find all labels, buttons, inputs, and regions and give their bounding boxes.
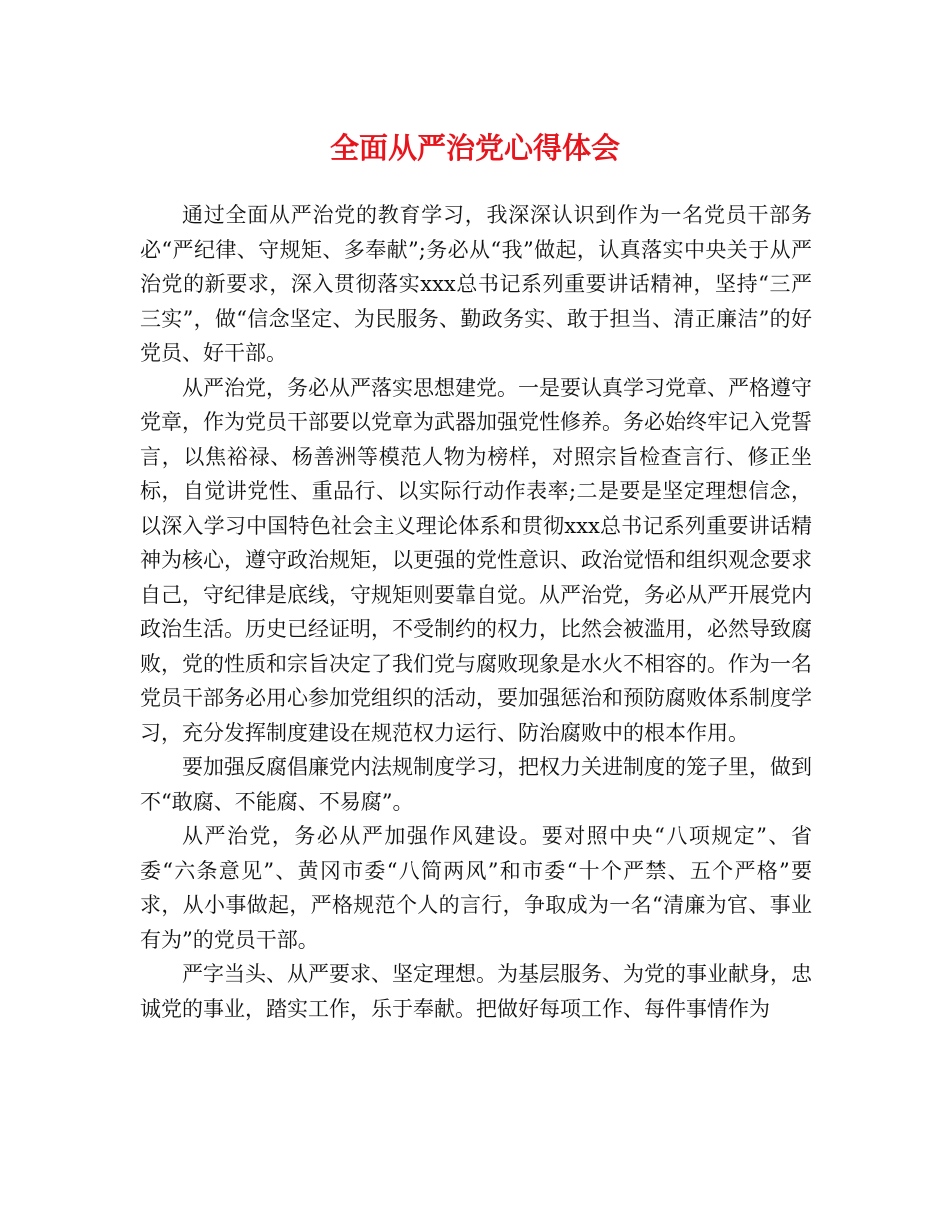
paragraph-5: 严字当头、从严要求、坚定理想。为基层服务、为党的事业献身，忠诚党的事业，踏实工作，乐于奉献。把做好每项工作、每件事情作为 [140,962,812,1021]
paragraph-1: 通过全面从严治党的教育学习，我深深认识到作为一名党员干部务必“严纪律、守规矩、多奉献”;务必从“我”做起，认真落实中央关于从严治党的新要求，深入贯彻落实xxx总书记系列重要讲话精神，坚持“三严三实”，做“信念坚定、为民服务、勤政务实、敢于担当、清正廉洁”的好党员、好干部。 [140,203,812,365]
document-body [140,198,812,1026]
paragraph-4: 从严治党，务必从严加强作风建设。要对照中央“八项规定”、省委“六条意见”、黄冈市委“八简两风”和市委“十个严禁、五个严格”要求，从小事做起，严格规范个人的言行，争取成为一名“清廉为官、事业有为”的党员干部。 [140,824,812,952]
document-title: 全面从严治党心得体会 [329,131,620,165]
paragraph-2: 从严治党，务必从严落实思想建党。一是要认真学习党章、严格遵守党章，作为党员干部要以党章为武器加强党性修养。务必始终牢记入党誓言，以焦裕禄、杨善洲等模范人物为榜样，对照宗旨检查言行、修正坐标，自觉讲党性、重品行、以实际行动作表率;二是要是坚定理想信念，以深入学习中国特色社会主义理论体系和贯彻xxx总书记系列重要讲话精神为核心，遵守政治规矩，以更强的党性意识、政治觉悟和组织观念要求自己，守纪律是底线，守规矩则要靠自觉。从严治党，务必从严开展党内政治生活。历史已经证明，不受制约的权力，比然会被滥用，必然导致腐败，党的性质和宗旨决定了我们党与腐败现象是水火不相容的。作为一名党员干部务必用心参加党组织的活动，要加强惩治和预防腐败体系制度学习，充分发挥制度建设在规范权力运行、防治腐败中的根本作用。 [140,375,812,745]
paragraph-3: 要加强反腐倡廉党内法规制度学习，把权力关进制度的笼子里，做到不“敢腐、不能腐、不易腐”。 [140,755,812,814]
